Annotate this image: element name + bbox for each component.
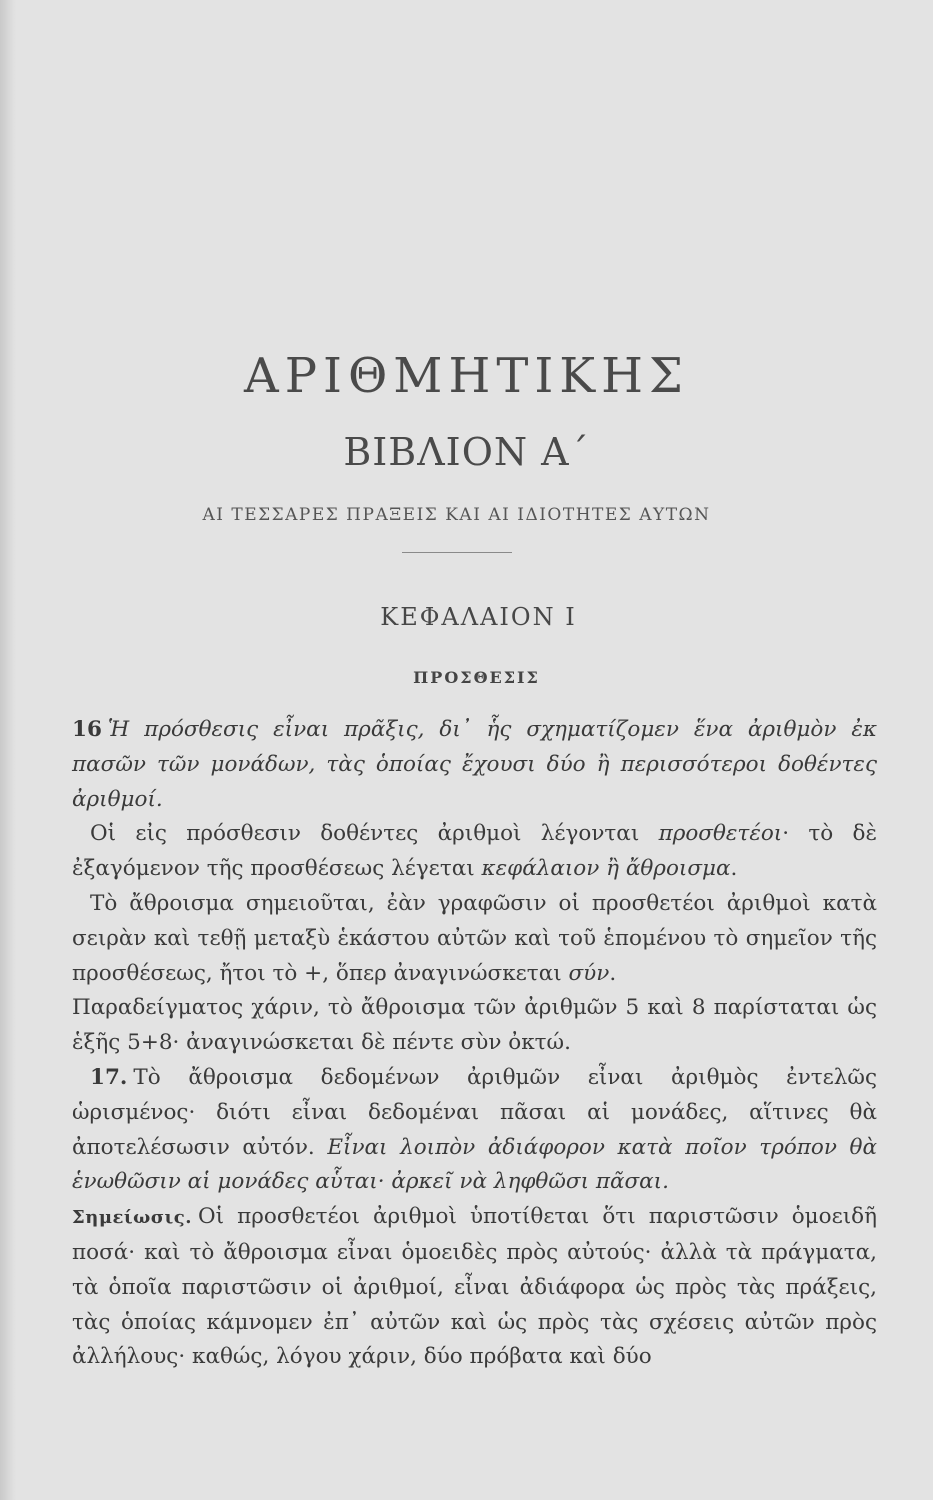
book-heading: ΒΙΒΛΙΟΝ Α΄ [343,430,590,474]
note-label: Σημείωσις. [72,1207,192,1229]
paragraph-17 [72,1061,877,1200]
paragraph-text: Τὸ ἄθροισμα σημειοῦται, ἐὰν γραφῶσιν οἱ προσθετέοι ἀριθμοὶ κατὰ σειρὰν καὶ τεθῇ μεταξὺ ἑκάστου αὐτῶν καὶ τοῦ ἑπομένου τὸ σημεῖον τῆς προσθέσεως, ἤτοι τὸ +, ὅπερ ἀναγινώσκεται [72,890,877,986]
chapter-heading: ΚΕΦΑΛΑΙΟΝ Ι [380,603,577,631]
paragraph-16-example [72,991,877,1061]
paragraph-text: Παραδείγματος χάριν, τὸ ἄθροισμα τῶν ἀριθμῶν 5 καὶ 8 παρίσταται ὡς ἑξῆς 5+8· ἀναγινώσκεται δὲ πέντε σὺν ὀκτώ. [72,995,877,1056]
note-text: Οἱ προσθετέοι ἀριθμοὶ ὑποτίθεται ὅτι παριστῶσιν ὁμοειδῆ ποσά· καὶ τὸ ἄθροισμα εἶναι ὁμοειδὲς πρὸς αὐτούς· ἀλλὰ τὰ πράγματα, τὰ ὁποῖα παριστῶσιν οἱ ἀριθμοί, εἶναι ἀδιάφορα ὡς πρὸς τὰς πράξεις, τὰς ὁποίας κάμνομεν ἐπ᾽ αὐτῶν καὶ ὡς πρὸς τὰς σχέσεις αὐτῶν πρὸς ἀλλήλους· καθώς, λόγου χάριν, δύο πρόβατα καὶ δύο [72,1204,877,1370]
term-addends: προσθετέοι [658,821,783,847]
section-heading: ΠΡΟΣΘΕΣΙΣ [413,668,540,687]
paragraph-16-terms [72,817,877,887]
paragraph-16-notation [72,887,877,991]
book-subtitle: ΑΙ ΤΕΣΣΑΡΕΣ ΠΡΑΞΕΙΣ ΚΑΙ ΑΙ ΙΔΙΟΤΗΤΕΣ ΑΥΤΩΝ [202,505,711,525]
page-edge [0,0,16,1500]
divider [402,552,512,553]
term-sum: κεφάλαιον ἢ ἄθροισμα [481,856,731,882]
page-title: ΑΡΙΘΜΗΤΙΚΗΣ [244,348,689,404]
paragraph-text: . [730,856,738,882]
note-paragraph [72,1200,877,1375]
paragraph-text: Τὸ ἄθροισμα δεδομένων ἀριθμῶν εἶναι ἀριθμὸς ἐντελῶς ὡρισμένος· διότι εἶναι δεδομέναι πᾶσαι αἱ μονάδες, αἵτινες θὰ ἀποτελέσωσιν αὐτόν. [72,1064,877,1160]
term-plus: σύν [568,960,610,986]
paragraph-text: Ἡ πρόσθεσις εἶναι πρᾶξις, δι᾽ ἧς σχηματίζομεν ἕνα ἀριθμὸν ἐκ πασῶν τῶν μονάδων, τὰς ὁποίας ἔχουσι δύο ἢ περισσότεροι δοθέντες ἀριθμοί. [72,717,877,812]
body-text [72,713,877,1375]
paragraph-number: 17. [90,1064,128,1090]
paragraph-16 [72,713,877,817]
paragraph-text: · τὸ δὲ ἐξαγόμενον τῆς προσθέσεως λέγεται [72,821,877,882]
paragraph-text: Οἱ εἰς πρόσθεσιν δοθέντες ἀριθμοὶ λέγονται [90,821,659,847]
paragraph-text-italic: Εἶναι λοιπὸν ἀδιάφορον κατὰ ποῖον τρόπον θὰ ἑνωθῶσιν αἱ μονάδες αὗται· ἀρκεῖ νὰ ληφθῶσι πᾶσαι. [72,1134,877,1195]
paragraph-number: 16 [72,717,102,742]
paragraph-text: . [609,960,617,986]
